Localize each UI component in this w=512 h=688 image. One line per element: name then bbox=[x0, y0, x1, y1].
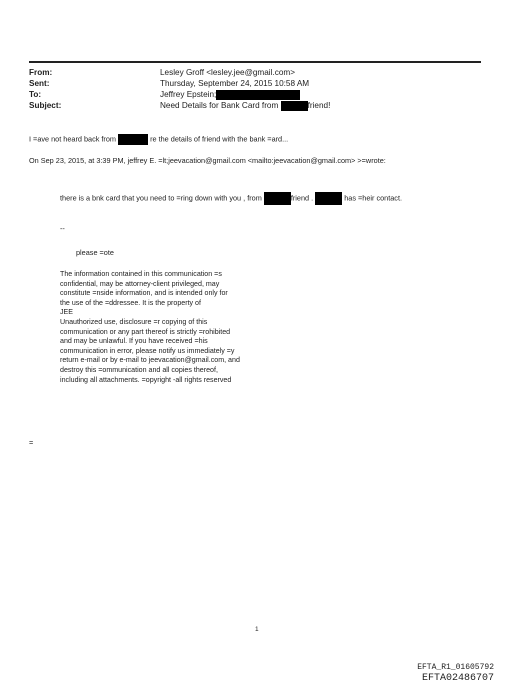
page-number: 1 bbox=[255, 626, 259, 633]
from-label: From: bbox=[29, 68, 53, 77]
redaction-box bbox=[281, 101, 308, 111]
disclaimer-line: and may be unlawful. If you have received =his bbox=[60, 337, 208, 346]
disclaimer-line: Unauthorized use, disclosure =r copying of this bbox=[60, 317, 208, 326]
subject-value-start: Need Details for Bank Card from bbox=[160, 101, 279, 110]
sent-value: Thursday, September 24, 2015 10:58 AM bbox=[160, 79, 310, 88]
quote-header-line: On Sep 23, 2015, at 3:39 PM, jeffrey E. =lt;jeevacation@gmail.com <mailto:jeevacation@gmail.com> >=wrote: bbox=[29, 156, 386, 165]
header-divider bbox=[29, 61, 481, 63]
subject-label: Subject: bbox=[29, 101, 62, 110]
disclaimer-line: The information contained in this communication =s bbox=[60, 270, 222, 278]
quoted-message-line bbox=[60, 192, 402, 205]
to-value: Jeffrey Epstein; bbox=[160, 90, 217, 99]
body-line-1-start: I =ave not heard back from bbox=[29, 134, 117, 144]
body-line-1 bbox=[29, 134, 288, 145]
bates-stamp-small: EFTA_R1_01605792 bbox=[417, 663, 494, 672]
subject-value-end: friend! bbox=[307, 101, 331, 110]
redaction-box bbox=[315, 192, 342, 205]
disclaimer-line: including all attachments. =opyright -all rights reserved bbox=[60, 375, 232, 384]
redaction-box bbox=[264, 192, 291, 205]
disclaimer-line: communication or any part thereof is strictly =rohibited bbox=[60, 327, 231, 336]
quoted-message-start: there is a bnk card that you need to =ring down with you , from bbox=[60, 193, 262, 203]
disclaimer-line: JEE bbox=[60, 308, 74, 317]
to-label: To: bbox=[29, 90, 42, 99]
disclaimer-line: communication in error, please notify us immediately =y bbox=[60, 346, 235, 355]
quoted-message-middle: friend . bbox=[290, 193, 314, 203]
disclaimer-line: confidential, may be attorney-client privileged, may bbox=[60, 279, 220, 288]
disclaimer-line: destroy this =ommunication and all copies thereof, bbox=[60, 365, 218, 374]
sent-label: Sent: bbox=[29, 79, 50, 88]
redaction-box bbox=[118, 134, 148, 145]
confidentiality-disclaimer bbox=[60, 270, 320, 385]
please-note-line: please =ote bbox=[76, 248, 114, 257]
from-value: Lesley Groff <lesley.jee@gmail.com> bbox=[160, 68, 295, 77]
disclaimer-line: constitute =nside information, and is intended only for bbox=[60, 289, 228, 298]
disclaimer-line: return e-mail or by e-mail to jeevacation@gmail.com, and bbox=[60, 356, 240, 365]
subject-value-wrap bbox=[160, 100, 330, 111]
body-line-1-end: re the details of friend with the bank =ard... bbox=[150, 134, 289, 144]
to-value-wrap bbox=[160, 89, 300, 100]
bates-stamp-large: EFTA02486707 bbox=[421, 673, 494, 684]
disclaimer-line: the use of the =ddressee. It is the property of bbox=[60, 298, 201, 307]
redaction-box bbox=[216, 90, 300, 100]
quoted-message-end: has =heir contact. bbox=[344, 193, 403, 203]
signature-dashes: -- bbox=[60, 224, 65, 233]
trailing-equals: = bbox=[29, 438, 34, 447]
